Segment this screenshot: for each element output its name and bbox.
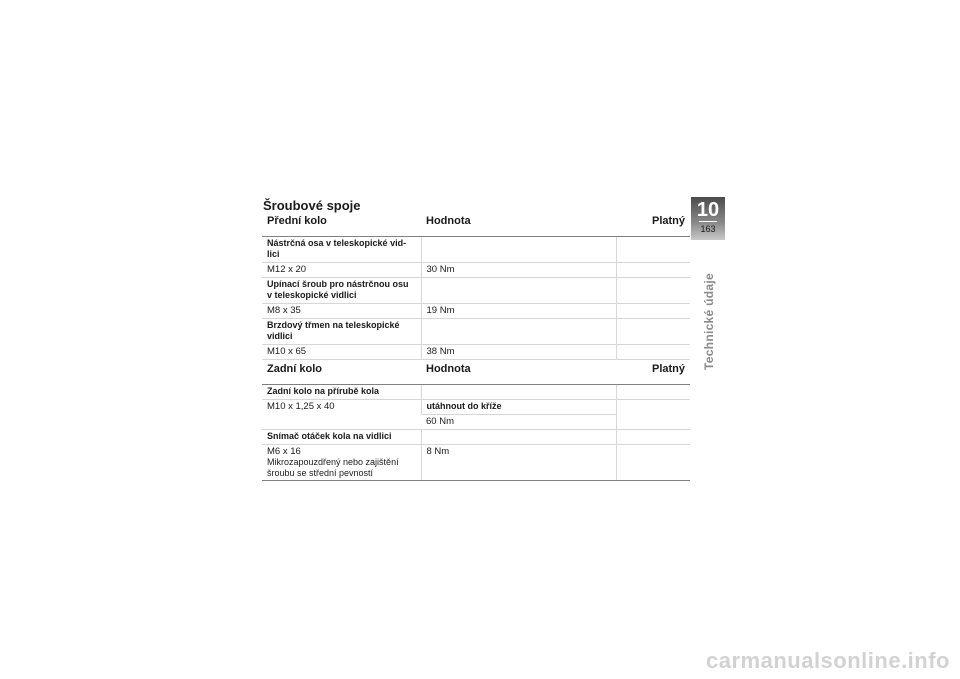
row-spec: M10 x 65 [262,345,421,360]
row-value: 60 Nm [421,415,616,430]
page-number: 163 [700,224,716,234]
section-title: Šroubové spoje [263,198,361,213]
table-row [262,278,690,304]
rear-col2-header: Hodnota [421,360,616,385]
row-label: Nástrčná osa v teleskopické vid-lici [262,237,421,263]
screw-connections-table [262,212,690,481]
table-row [262,237,690,263]
front-col3-header: Platný [616,212,690,237]
front-col1-header: Přední kolo [262,212,421,237]
watermark: carmanualsonline.info [706,648,950,673]
row-spec: M12 x 20 [262,263,421,278]
front-col2-header: Hodnota [421,212,616,237]
row-value: 38 Nm [421,345,616,360]
row-note: Mikrozapouzdřený nebo zajištění šroubu se střední pevností [267,457,399,478]
rear-wheel-header [262,360,690,385]
chapter-divider [699,221,717,222]
front-wheel-header [262,212,690,237]
rear-col1-header: Zadní kolo [262,360,421,385]
rear-col3-header: Platný [616,360,690,385]
row-label: Zadní kolo na přírubě kola [262,385,421,400]
chapter-title: Technické údaje [702,273,716,370]
table-row [262,400,690,415]
row-value: 19 Nm [421,304,616,319]
row-spec: M10 x 1,25 x 40 [262,400,421,430]
table-row [262,304,690,319]
row-label: Upínací šroub pro nástrčnou osu v teleskopické vidlici [262,278,421,304]
row-label: Brzdový třmen na teleskopické vidlici [262,319,421,345]
table-row [262,263,690,278]
table-row [262,445,690,481]
chapter-tab [691,197,725,240]
table-row [262,319,690,345]
row-value: 8 Nm [421,445,616,481]
table-row [262,345,690,360]
row-label: Snímač otáček kola na vidlici [262,430,421,445]
table-row [262,385,690,400]
row-spec: M6 x 16 [267,446,301,457]
row-spec: M8 x 35 [262,304,421,319]
chapter-number: 10 [696,199,720,221]
table-row [262,430,690,445]
row-value: 30 Nm [421,263,616,278]
row-value: utáhnout do kříže [421,400,616,415]
